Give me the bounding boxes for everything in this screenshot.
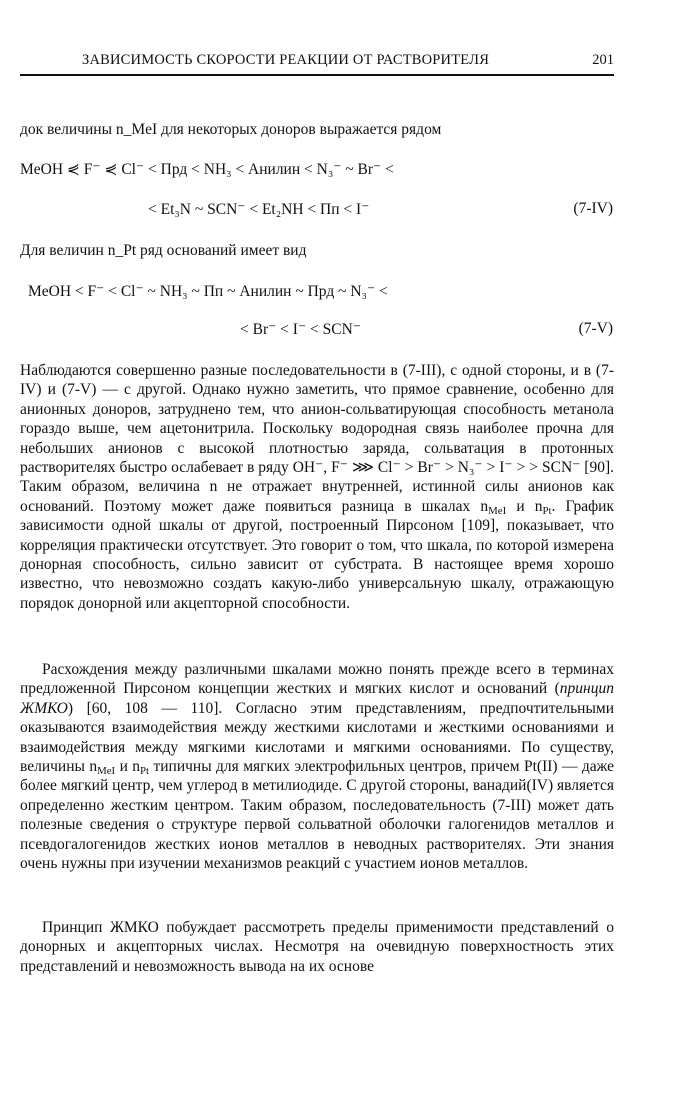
paragraph-2: Расхождения между различными шкалами можно понять прежде всего в терминах предложенной Пирсоном концепции жестких и мягких кислот и оснований (принцип ЖМКО) [60, 108 — 110]. Согласно этим представлениям, предпочтительными оказываются взаимодействия между жесткими кислотами и жесткими основаниями и взаимодействия между мягкими кислотами и мягкими основаниями. По существу, величины $n_{MeI}$ и $n_{Pt}$ типичны для мягких электрофильных центров, причем Pt(II) — даже более мягкий центр, чем углерод в метилиодиде. С другой стороны, ванадий(IV) является определенно жестким центром. Таким образом, последовательность (7-III) может дать полезные сведения о структуре первой сольватной оболочки галогенидов металлов и псевдогалогенидов жестких ионов металлов в неводных растворителях. Эти знания очень нужны при изучении механизмов реакций с участием ионов металлов.	[20, 661, 615, 873]
equation-label-7v: (7-V)	[578, 320, 613, 337]
series-7v-line2: < Br⁻ < I⁻ < SCN⁻	[240, 321, 361, 338]
series-7v-line1: MeOH < F⁻ < Cl⁻ ~ NH₃ ~ Пп ~ Анилин ~ Прд ~ N₃⁻ <	[28, 283, 388, 300]
equation-label-7iv: (7-IV)	[573, 200, 613, 217]
pt-intro-line: Для величин n_Pt ряд оснований имеет вид	[20, 242, 307, 259]
series-7iv-line2: < Et₃N ~ SCN⁻ < Et₂NH < Пп < I⁻	[148, 201, 370, 218]
page-number: 201	[592, 52, 614, 68]
running-header	[20, 48, 614, 76]
series-7iv-line1: MeOH ⋞ F⁻ ⋞ Cl⁻ < Прд < NH₃ < Анилин < N₃⁻ ~ Br⁻ <	[20, 161, 394, 178]
paragraph-3: Принцип ЖМКО побуждает рассмотреть пределы применимости представлений о донорных и акцепторных числах. Несмотря на очевидную поверхностность этих представлений и невозможность вывода на их основе	[20, 919, 614, 975]
paragraph-1: Наблюдаются совершенно разные последовательности в (7-III), с одной стороны, и в (7-IV) и (7-V) — с другой. Однако нужно заметить, что прямое сравнение, особенно для анионных доноров, затруднено тем, что анион-сольватирующая способность метанола гораздо выше, чем ацетонитрила. Поскольку водородная связь наиболее прочна для небольших анионов с высокой плотностью заряда, сольватация в протонных растворителях быстро ослабевает в ряду OH⁻, F⁻ ⋙ Cl⁻ > Br⁻ > N₃⁻ > I⁻ > > SCN⁻ [90]. Таким образом, величина n не отражает внутренней, истинной силы анионов как оснований. Поэтому может даже появиться разница в шкалах $n_{MeI}$ и $n_{Pt}$. График зависимости одной шкалы от другой, построенный Пирсоном [109], показывает, что корреляция практически отсутствует. Это говорит о том, что шкала, по которой измерена донорная способность, сильно зависит от субстрата. В настоящее время хорошо известно, что невозможно создать какую-либо универсальную шкалу, отражающую порядок донорной или акцепторной способности.	[20, 362, 615, 612]
intro-line: док величины n_MeI для некоторых доноров выражается рядом	[20, 121, 442, 138]
running-title: ЗАВИСИМОСТЬ СКОРОСТИ РЕАКЦИИ ОТ РАСТВОРИТЕЛЯ	[82, 52, 490, 68]
